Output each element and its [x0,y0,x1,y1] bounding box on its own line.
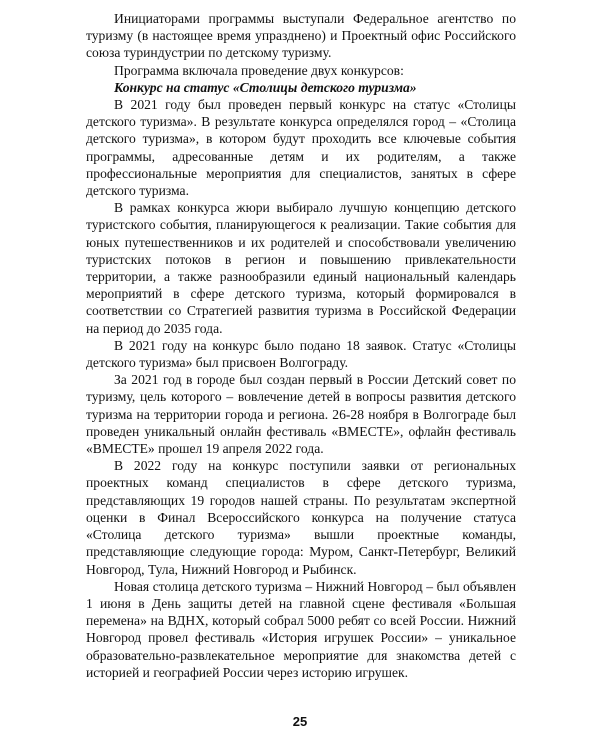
paragraph-contest-2022: В 2022 году на конкурс поступили заявки от региональных проектных команд специалистов в сфере детского туризма, представляющих 19 городов нашей страны. По результатам экспертной оценки в Финал Всероссийского конкурса на получение статуса «Столица детского туризма» вышли проектные команды, представляющие следующие города: Муром, Санкт-Петербург, Великий Новгород, Тула, Нижний Новгород и Рыбинск. [86,458,516,577]
paragraph-program-intro: Программа включала проведение двух конкурсов: [114,62,404,78]
paragraph-jury: В рамках конкурса жюри выбирало лучшую концепцию детского туристского события, планирующегося к реализации. Такие события для юных путешественников и их родителей и способствовали увеличению туристских потоков в регион и повышению привлекательности территории, а также разнообразили единый национальный календарь мероприятий в сфере детского туризма, который формировался в соответствии со Стратегией развития туризма в Российской Федерации на период до 2035 года. [86,200,516,336]
page-number: 25 [292,714,308,729]
paragraph-first-contest: В 2021 году был проведен первый конкурс на статус «Столицы детского туризма». В результате конкурса определялся город – «Столица детского туризма», в котором будут проходить все ключевые события программы, адресованные детям и их родителям, а также профессиональные мероприятия для специалистов, занятых в сфере детского туризма. [86,97,516,199]
paragraph-new-capital: Новая столица детского туризма – Нижний Новгород – был объявлен 1 июня в День защиты детей на главной сцене фестиваля «Большая перемена» на ВДНХ, который собрал 5000 ребят со всей России. Нижний Новгород провел фестиваль «История игрушек России» – уникальное образовательно-развлекательное мероприятие для знакомства детей с историей и географией России через историю игрушек. [86,578,516,680]
section-heading: Конкурс на статус «Столицы детского туризма» [114,79,417,95]
paragraph-initiators: Инициаторами программы выступали Федеральное агентство по туризму (в настоящее время упразднено) и Проектный офис Российского союза туриндустрии по детскому туризму. [86,11,516,61]
paragraph-childrens-council: За 2021 год в городе был создан первый в России Детский совет по туризму, цель которого – вовлечение детей в вопросы развития детского туризма на территории города и региона. 26-28 ноября в Волгограде был проведен уникальный онлайн фестиваль «ВМЕСТЕ», офлайн фестиваль «ВМЕСТЕ» прошел 19 апреля 2022 года. [86,372,516,457]
paragraph-applications-2021: В 2021 году на конкурс было подано 18 заявок. Статус «Столицы детского туризма» был присвоен Волгограду. [86,337,516,371]
